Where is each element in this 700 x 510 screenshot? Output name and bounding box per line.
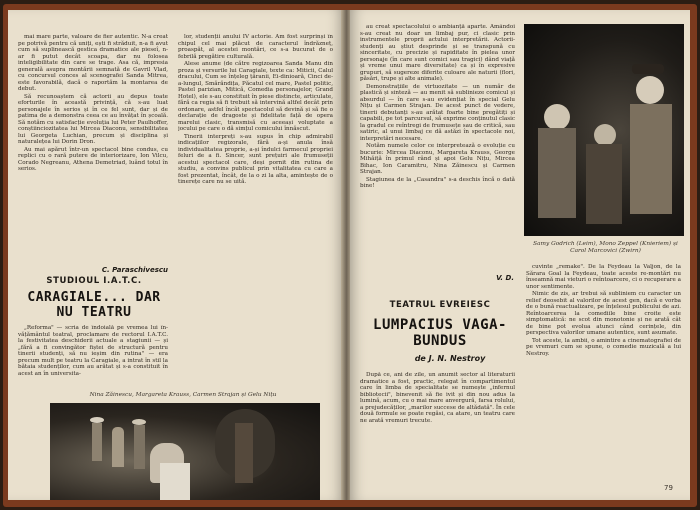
- paragraph: Notăm numele celor ce interpretează o evoluție cu bucurie: Mircea Diaconu, Margareta Krauss, George Mihăiță în primul rând și apoi Gelu Nițu, Mircea Bihac, Ion Caramitru, Nina Zăinescu și Carmen Strajan.: [360, 143, 515, 175]
- page-number: 79: [664, 484, 673, 492]
- headline-line: CARAGIALE... DAR: [27, 290, 161, 305]
- paragraph: Tot aceste, la ambii, o amintire a cinematografiei de pe vremuri cum se spune, o comedie muzicală a lui Nestroy.: [526, 337, 681, 357]
- section-kicker: STUDIOUL I.A.T.C.: [46, 276, 142, 286]
- photo-caption: Samy Godrich (Leim), Mono Zeppel (Knieriem) și Carol Marcovici (Zwirn): [533, 241, 678, 254]
- article-intro: [18, 325, 168, 387]
- paragraph: Au mai apărut într-un spectacol bine condus, cu replici cu o rară putere de interiorizare, Ion Vilcu, Corado Negreanu, Athena Demetriad, luând totul în serios.: [18, 146, 168, 172]
- paragraph: Tinerii interpreți s-au supus în chip admirabil indicațiilor regizorale, fără a-și anula însă individualitatea proprie, a-și îndulci farmecul propriei feluri de a fi. Sincer, sunt prețuiri ale frumuseții acestui spectacol care, deși pornit din rutina de studiu, a convins publicul prin vitalitatea cu care a fost prezentat, încât, de la o zi la alta, amintește de o tinerețe care nu se uită.: [178, 133, 333, 185]
- paragraph: Nimic de zis, ar trebui să subliniem cu caracter un relief deosebit al valorilor de acest gen, dacă e vorba de o bună reactualizare, pe înțelesul publicului de azi. Reîntoarcerea la comediile bine croite este simptomatică: ne scot din monotonie și ne arată cât de bine pot evolua atunci când cerințele, din perspectiva valorilor umane autentice, sunt asumate.: [526, 291, 681, 336]
- paragraph: Stagiunea de la „Casandra" s-a deschis încă o dată bine!: [360, 176, 515, 189]
- article-headline: [18, 290, 170, 320]
- section-kicker: TEATRUL EVREIESC: [389, 300, 491, 310]
- stage-photo-caragiale: [50, 403, 320, 500]
- author-signature: V. D.: [496, 274, 514, 282]
- right-page: [350, 10, 690, 500]
- paragraph: cuvinte „remake". De la Feydeau la Valjon, de la Sărara Goal la Feydeau, toate aceste re-montări nu înseamnă mai vieturi o reîntoarcere, ci o recuperare a unor sentimente.: [526, 264, 681, 290]
- paragraph: au creat spectacolului o ambianță aparte. Amândoi s-au creat nu doar un limbaj pur, ci clasic prin instrumentele proprii actului interpretării. Actorii-studenți au știut desprinde și se transpună cu sinceritate, cu precizie și rapiditate în pielea unor personaje (în care sunt comici sau tragici) dând viață și vreme unui mare diversitate) ca și în expresive grupuri, să sugereze diferite culoare ale naturii (flori, păsări, trupe și alte animale).: [360, 24, 515, 82]
- headline-line: LUMPACIUS VAGA-: [373, 317, 507, 333]
- paragraph: Alese anume (de către regizoarea Sanda Manu din proza și versurile lui Caragiale, texte ca: Miticii, Calul dracului, Cum se înțeleg țăranii, Ei-dinioară, Cinci de-a-lungul, Smărăndița, Păcatul cel mare, Pastel politic, Pastel parizian, Mitică, Comedia personajelor, Grand Hotel), ele s-au constituit în piese distincte, articulate, fără ca regia să fi trebuit să intervină altfel decât prin ordonare, astfel încât spectacolul să devină și să fie o declarație de dragoste și fidelitate față de opera marelui clasic, transmisă cu aceeași voluptate a jocului pe care o dă simțul comicului înnăscut.: [178, 61, 333, 132]
- headline-line: BUNDUS: [413, 333, 467, 349]
- paragraph: „Reforma" — scria de îndoială pe vremea lui în-vățământul teatral, proclamare de rectorul I.A.T.C. la festivitatea deschiderii actuale a stagiunii — și „fără a fi convingător fiștei de structură pentru tinerii studenți, să nu ieșim din rutina" — era precum mult pe teatru la Caragiale, a intrat în stil la bătaia studenților, cum au arătat și s-a constituit în acest an în universita-: [18, 325, 168, 377]
- paragraph: Să recunoaștem că actorii au depus toate eforturile în această privință, că s-au luat personajele în serios și în ce fel sunt, dar și de patima de a demonstra ceea ce au învățat în școală. Să notăm cu satisfacție evoluția lui Peter Paulhoffer, conștiinciozitatea lui Mircea Diaconu, sensibilitatea lui Georgeta Luchian, precum și disciplina și naturalețea lui Dorin Dron.: [18, 93, 168, 145]
- author-signature: C. Paraschivescu: [101, 266, 168, 274]
- stage-photo-lumpacius: [524, 24, 684, 236]
- photo-caption: Nina Zăinescu, Margareta Krauss, Carmen Strajan și Gelu Nițu: [89, 392, 277, 398]
- headline-line: NU TEATRU: [56, 305, 132, 320]
- left-column-2: [178, 34, 333, 384]
- right-column-bottom-left: [360, 372, 515, 494]
- left-column-1: [18, 34, 168, 264]
- paragraph: mai mare parte, valoare de fier autentic. N-a creat pe potrivă pentru că uniți, ești fi străduit, n-a fi avut cum să suplinească gestica dramatice ale pieseî, n-ar fi putut decât scoapa, dar nu folosea inteligibilitate din care se trage. Asa că, impresia generală asupra montării semnată de Gavril Vlad, cu concursul conces al scenografei Sanda Mitrea, este favorabilă, dacă o raportăm la montarea de debut.: [18, 34, 168, 92]
- paragraph: După ce, ani de zile, un anumit sector al literaturii dramatice a fost, practic, relegat în compartimentul care în limba de specialitate se numește „infernul bibliotecii", binevenit să fie ivit și din nou adus la lumină, acum, cu o mai mare anvergură, farsa rolului, a prejudecăților, „marilor succese de altădată". În cele două formule se poate regăsi, ca atare, un teatru care ne arată vremuri trecute.: [360, 372, 515, 424]
- play-author: de J. N. Nestroy: [414, 354, 486, 363]
- paragraph: Demonstrațiile de virtuozitate — un număr de plastică și sinteză — au menit să sublinieze comicul și absurdul — în care s-au evidențiat în special Gelu Nițu și Carmen Strajan. De acest punct de vedere, tinerii debutanți s-au arătat foarte bine pregătiți și capabili, pe tot parcursul, să exprime conținutul clasic la gradul ce reîntregi de frumusețe sau de critică, sau satiric, al unui limbaj ce dă astăzi în spectacole noi, interpretări necesare.: [360, 83, 515, 142]
- paragraph: lor, studenții anului IV actorie. Am fost surprinși în chipul cel mai plăcut de caracterul îndrăzneț, proaspăt, al acestei montări, ce s-a bucurat de o febrilă pregătire culturală.: [178, 34, 333, 60]
- article-headline: [360, 317, 520, 349]
- left-page: [8, 10, 343, 500]
- right-column-1: [360, 24, 515, 272]
- right-column-bottom-right: [526, 264, 681, 484]
